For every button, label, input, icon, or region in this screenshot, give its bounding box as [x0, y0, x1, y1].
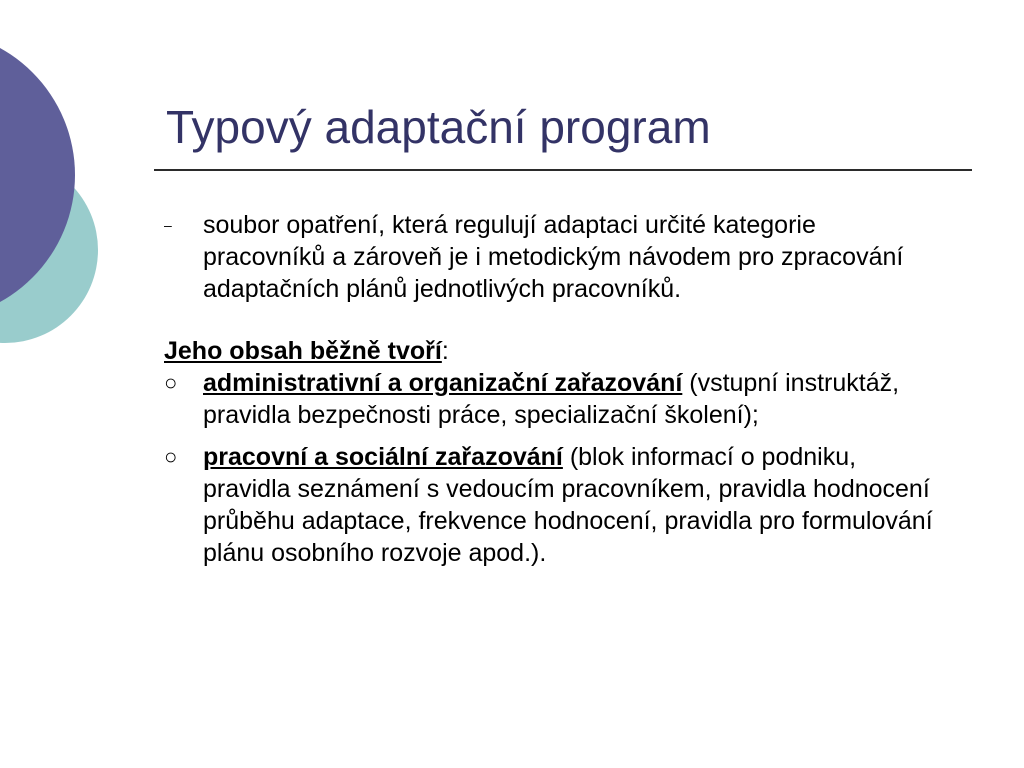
content-item-work-social — [164, 441, 944, 569]
dash-bullet-icon: – — [164, 217, 172, 233]
content-heading-text: Jeho obsah běžně tvoří — [164, 337, 442, 365]
content-item-administrative — [164, 367, 944, 431]
circle-bullet-icon: ○ — [164, 444, 178, 469]
title-divider — [154, 169, 972, 171]
content-item-term: administrativní a organizační zařazování — [203, 369, 683, 397]
intro-text: soubor opatření, která regulují adaptaci určité kategorie pracovníků a zároveň je i metodickým návodem pro zpracování adaptačních plánů jednotlivých pracovníků. — [203, 211, 904, 303]
circle-bullet-icon: ○ — [164, 370, 178, 395]
content-item-term: pracovní a sociální zařazování — [203, 443, 563, 471]
slide-body — [164, 209, 944, 569]
intro-bullet — [164, 209, 944, 305]
content-heading-colon: : — [441, 337, 449, 365]
decorative-circles — [0, 0, 110, 400]
content-heading — [164, 335, 944, 367]
content-item-detail: (vstupní instruktáž, pravidla bezpečnosti práce, specializační školení); — [203, 369, 900, 429]
content-item-detail: (blok informací o podniku, pravidla seznámení s vedoucím pracovníkem, pravidla hodnocení průběhu adaptace, frekvence hodnocení, pravidla pro formulování plánu osobního rozvoje apod.). — [203, 443, 933, 567]
slide-title: Typový adaptační program — [166, 101, 711, 153]
